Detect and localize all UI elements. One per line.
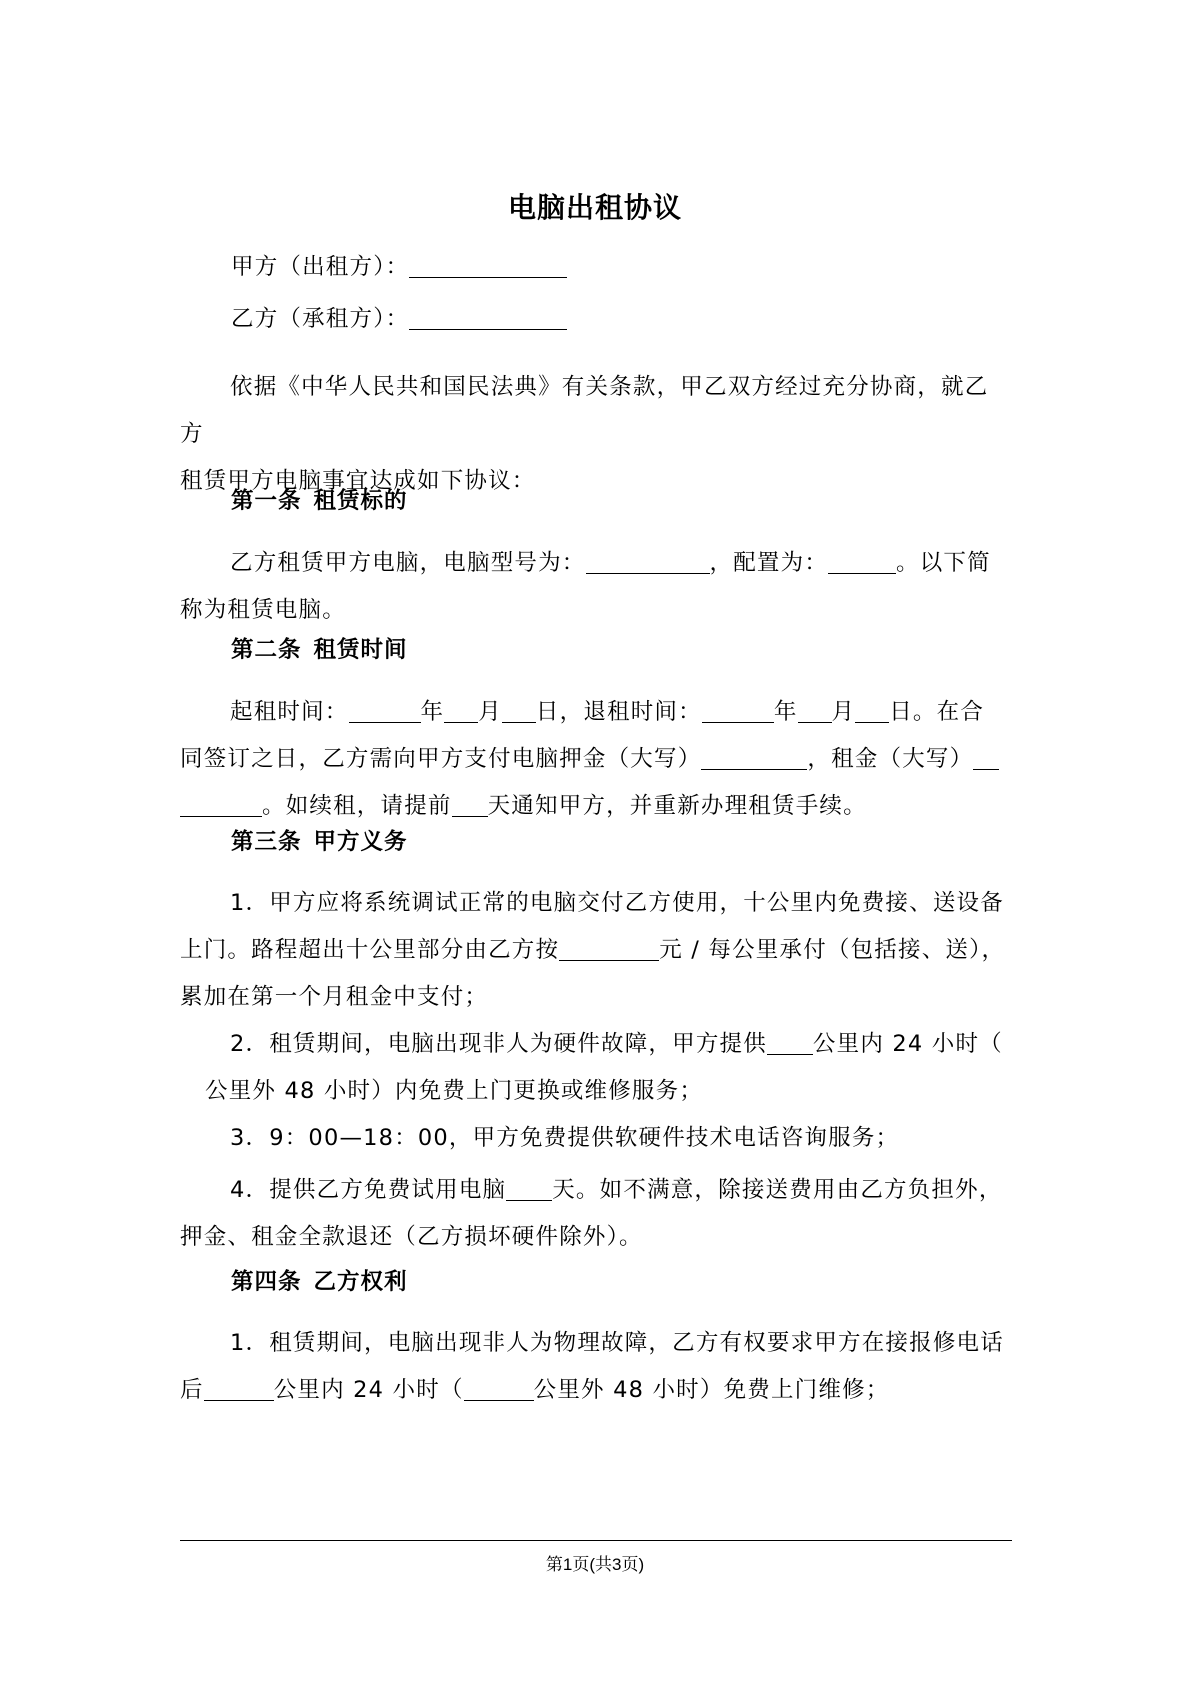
party-a-blank [409, 255, 567, 278]
article-4-number: 第四条 [231, 1269, 302, 1295]
start-year-blank [349, 700, 421, 723]
article-3-number: 第三条 [231, 829, 302, 855]
start-month-blank [444, 700, 478, 723]
party-b-label: 乙方（承租方）： [231, 306, 410, 332]
article-1-number: 第一条 [231, 488, 302, 514]
footer-divider [180, 1540, 1012, 1541]
article-2-line-2: 同签订之日，乙方需向甲方支付电脑押金（大写） ，租金（大写） [180, 736, 1012, 783]
article-1-title: 租赁标的 [313, 488, 408, 514]
rent-blank-part1 [973, 747, 999, 770]
article-1-line-2: 称为租赁电脑。 [180, 597, 346, 623]
start-day-blank [502, 700, 536, 723]
article-1-heading [231, 486, 408, 516]
article-4-item-1: 1．租赁期间，电脑出现非人为物理故障，乙方有权要求甲方在接报修电话 后 公里内 24 小时（ 公里外 48 小时）免费上门维修； [180, 1330, 1004, 1403]
intro-line-1: 依据《中华人民共和国民法典》有关条款，甲乙双方经过充分协商，就乙方 [180, 374, 989, 447]
end-year-blank [702, 700, 774, 723]
article-2-paragraph [180, 689, 1012, 830]
article-2-number: 第二条 [231, 637, 302, 663]
config-blank [828, 551, 896, 574]
article-3-item-2: 2．租赁期间，电脑出现非人为硬件故障，甲方提供 公里内 24 小时（ 公里外 48 小时）内免费上门更换或维修服务； [205, 1031, 1003, 1104]
article-4-title: 乙方权利 [313, 1269, 408, 1295]
article-3-title: 甲方义务 [313, 829, 408, 855]
document-title: 电脑出租协议 [507, 191, 682, 224]
notice-days-blank [452, 794, 488, 817]
party-a-label: 甲方（出租方）： [231, 254, 410, 280]
party-b-blank [409, 307, 567, 330]
party-b-line [231, 303, 567, 334]
article-2-line-1: 起租时间： 年 月 日，退租时间： 年 月 日。在合 [230, 699, 985, 725]
end-month-blank [798, 700, 832, 723]
article-4-heading [231, 1267, 408, 1297]
intro-line-2: 租赁甲方电脑事宜达成如下协议： [180, 468, 536, 494]
repair-km-outer-blank [464, 1378, 534, 1401]
article-1-line-1: 乙方租赁甲方电脑，电脑型号为： ，配置为： 。以下简 [230, 550, 991, 576]
article-3-item-4: 4．提供乙方免费试用电脑 天。如不满意，除接送费用由乙方负担外， 押金、租金全款退还（乙方损坏硬件除外）。 [180, 1177, 1003, 1250]
per-km-rate-blank [559, 938, 659, 961]
article-2-title: 租赁时间 [313, 637, 408, 663]
service-km-blank [767, 1032, 813, 1055]
article-3-item-3: 3．9：00—18：00，甲方免费提供软硬件技术电话咨询服务； [230, 1125, 900, 1151]
article-3-heading [231, 827, 408, 857]
end-day-blank [855, 700, 889, 723]
article-1-paragraph [180, 540, 1012, 634]
deposit-blank [701, 747, 807, 770]
rent-blank-part2 [180, 794, 262, 817]
page-number: 第1页(共3页) [545, 1555, 645, 1574]
repair-km-blank [204, 1378, 274, 1401]
trial-days-blank [506, 1178, 552, 1201]
intro-paragraph [180, 364, 1012, 505]
article-2-line-3: 。如续租，请提前 天通知甲方，并重新办理租赁手续。 [180, 783, 1012, 830]
party-a-line [231, 251, 567, 282]
article-2-heading [231, 635, 408, 665]
article-3-item-1: 1．甲方应将系统调试正常的电脑交付乙方使用，十公里内免费接、送设备 上门。路程超出十公里部分由乙方按 元 / 每公里承付（包括接、送）， 累加在第一个月租金中支付； [180, 890, 1006, 1010]
model-blank [586, 551, 710, 574]
